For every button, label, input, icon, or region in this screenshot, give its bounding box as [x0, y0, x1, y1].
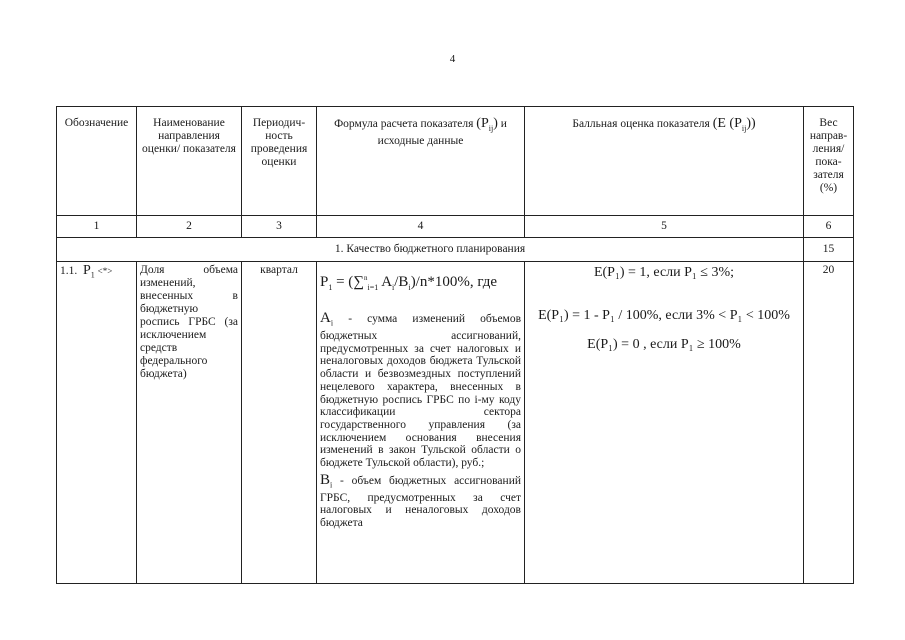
score-line-3: E(P₁) = 0 , если P₁ ≥ 100%: [587, 337, 741, 352]
col-number-2: 2: [137, 216, 242, 238]
header-score-symbol: E (P: [717, 116, 742, 131]
definition-a-sub: i: [330, 318, 334, 328]
indicator-formula-cell: [317, 262, 525, 584]
col-number-1: 1: [57, 216, 137, 238]
formula-tail: )/n*100%, где: [410, 274, 498, 290]
indicator-period: квартал: [242, 262, 317, 584]
indicator-symbol: P: [83, 263, 91, 278]
definition-a: [320, 312, 521, 470]
indicator-symbol-sub: 1: [90, 270, 95, 280]
header-score-sub: ij: [741, 123, 747, 133]
number-row: [57, 216, 854, 238]
formula-a: A: [381, 274, 393, 290]
col-number-6: 6: [804, 216, 854, 238]
header-formula-symbol: P: [480, 116, 489, 131]
col-number-4: 4: [317, 216, 525, 238]
indicator-weight: 20: [804, 262, 854, 584]
indicator-row: [57, 262, 854, 584]
formula-sum: ∑: [353, 274, 365, 290]
definition-a-var: A: [320, 310, 331, 326]
formula-sum-sub: i=1: [367, 283, 379, 292]
formula-eq: = (: [336, 274, 354, 290]
indicator-code: 1.1.: [60, 265, 78, 277]
header-score: Балльная оценка показателя (E $(P_{ij})$): [525, 107, 804, 216]
indicator-code-cell: [57, 262, 137, 584]
score-line-2: E(P₁) = 1 - P₁ / 100%, если 3% < P₁ < 100%: [538, 308, 790, 323]
header-score-text: Балльная оценка показателя: [572, 118, 710, 130]
section-title: 1. Качество бюджетного планирования: [57, 238, 804, 262]
section-row: [57, 238, 854, 262]
indicator-footnote-mark: <*>: [97, 266, 113, 276]
header-score-close: )): [746, 116, 756, 131]
col-number-5: 5: [525, 216, 804, 238]
header-periodicity: Периодич- ность проведения оценки: [242, 107, 317, 216]
score-line-1: E(P₁) = 1, если P₁ ≤ 3%;: [593, 265, 735, 280]
header-row: [57, 107, 854, 216]
formula-b: /B: [394, 274, 409, 290]
header-weight: Вес направ- ления/ пока- зателя (%): [804, 107, 854, 216]
section-weight: 15: [804, 238, 854, 262]
definition-b-sub: i: [330, 480, 333, 490]
indicator-score-cell: [525, 262, 804, 584]
definition-b-text: - объем бюджетных ассигнований ГРБС, предусмотренных за счет налоговых и неналоговых доходов бюджета: [320, 474, 521, 530]
formula-lhs-sub: 1: [328, 283, 333, 292]
definition-b-var: B: [320, 471, 331, 488]
header-formula-text: Формула расчета показателя: [334, 118, 474, 130]
formula-b-sub: i: [408, 283, 411, 292]
header-formula: Формула расчета показателя $(P_{ij})$ и исходные данные: [317, 107, 525, 216]
header-designation: Обозначение: [57, 107, 137, 216]
definition-a-text: - сумма изменений объемов бюджетных ассигнований, предусмотренных за счет налоговых и неналоговых доходов бюджета Тульской области и безвозмездных поступлений нецелевого характера, внесенных в бюджетную роспись ГРБС по i-му коду классификации сектора государственного управления (за исключением основания внесения изменений в закон Тульской области о бюджете Тульской области), руб.;: [320, 313, 521, 470]
page-number: 4: [449, 53, 456, 65]
header-formula-sub: ij: [488, 123, 494, 133]
formula-lhs: P: [320, 274, 329, 290]
indicator-name: Доля объема изменений, внесенных в бюджетную роспись ГРБС (за исключением средств федерального бюджета): [137, 262, 242, 584]
header-direction-name: Наименование направления оценки/ показателя: [137, 107, 242, 216]
evaluation-table: [56, 106, 854, 584]
header-formula-tail: и исходные данные: [377, 118, 507, 147]
definition-b: [320, 471, 521, 530]
formula-sum-sup: n: [364, 274, 368, 282]
formula-a-sub: i: [392, 283, 395, 292]
indicator-formula: [320, 272, 521, 294]
col-number-3: 3: [242, 216, 317, 238]
